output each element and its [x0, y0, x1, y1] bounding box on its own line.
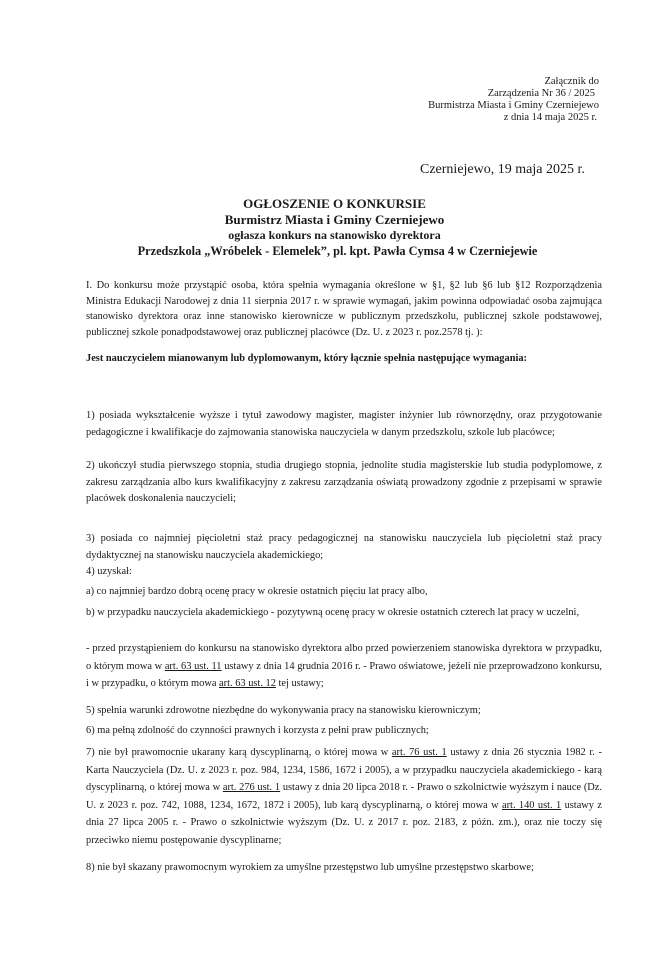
requirement-7-text: ustawy z dnia 26 stycznia 1982 r. - Karta Nauczyciela (Dz. U. z 2023 r. poz. 984, 1234, 1586, 1672 i 2005), a w przypadku nauczyciela akademickiego - karą dyscyplinarną, o której mowa w	[86, 747, 602, 793]
requirement-2: 2) ukończył studia pierwszego stopnia, studia drugiego stopnia, jednolite studia magisterskie lub studia podyplomowe, z zakresu zarządzania albo kurs kwalifikacyjny z zakresu zarządzania oświatą prowadzony zgodnie z przepisami w sprawie placówek doskonalenia nauczycieli;	[86, 460, 602, 504]
requirement-4c	[86, 640, 602, 693]
law-link[interactable]: art. 63 ust. 12	[219, 678, 276, 689]
requirement-7-text: 7) nie był prawomocnie ukarany karą dyscyplinarną, o której mowa w	[86, 747, 392, 758]
requirement-7-text: ustawy z dnia 20 lipca 2018 r. - Prawo o szkolnictwie wyższym i nauce (Dz. U. z 2023 r. poz. 742, 1088, 1234, 1672, 1872 i 2005), lub karą dyscyplinarną, o której mowa w	[86, 782, 603, 811]
intro-bold-line: Jest nauczycielem mianowanym lub dyplomowanym, który łącznie spełnia następujące wymagania:	[86, 353, 528, 364]
requirement-4c-text: ustawy z dnia 14 grudnia 2016 r. - Prawo oświatowe, jeżeli nie przeprowadzono konkursu, i w przypadku, o którym mowa	[86, 660, 603, 689]
attachment-line: Załącznik do	[544, 76, 599, 87]
law-link[interactable]: art. 276 ust. 1	[222, 782, 281, 793]
requirement-5: 5) spełnia warunki zdrowotne niezbędne do wykonywania pracy na stanowisku kierowniczym;	[86, 705, 481, 716]
intro-text: I. Do konkursu może przystąpić osoba, która spełnia wymagania określone w §1, §2 lub §6 lub §12 Rozporządzenia Ministra Edukacji Narodowej z dnia 11 sierpnia 2017 r. w sprawie wymagań, jakim powinna odpowiadać osoba zajmująca stanowisko dyrektora oraz inne stanowisko kierownicze w publicznym przedszkolu, publicznej szkole podstawowej, publicznej szkole ponadpodstawowej oraz publicznej placówce (Dz. U. z 2023 r. poz.2578 tj. ):	[86, 280, 602, 338]
requirement-4b: b) w przypadku nauczyciela akademickiego - pozytywną ocenę pracy w okresie ostatnich czterech lat pracy w uczelni,	[86, 607, 580, 618]
attachment-line: Zarządzenia Nr 36 / 2025	[487, 88, 595, 99]
requirement-4c-text: tej ustawy;	[275, 678, 324, 689]
announcement-subtitle: ogłasza konkurs na stanowisko dyrektora	[228, 228, 441, 242]
requirement-4a: a) co najmniej bardzo dobrą ocenę pracy w okresie ostatnich pięciu lat pracy albo,	[86, 586, 428, 597]
attachment-line: Burmistrza Miasta i Gminy Czerniejewo	[428, 100, 599, 111]
requirement-1: 1) posiada wykształcenie wyższe i tytuł zawodowy magister, magister inżynier lub równorzędny, oraz przygotowanie pedagogiczne i kwalifikacje do zajmowania stanowiska nauczyciela w danym przedszkolu, szkole lub placówce;	[86, 410, 602, 438]
announcement-subtitle: Burmistrz Miasta i Gminy Czerniejewo	[224, 212, 445, 227]
requirement-4: 4) uzyskał:	[86, 566, 132, 577]
attachment-line: z dnia 14 maja 2025 r.	[503, 112, 597, 123]
law-link[interactable]: art. 140 ust. 1	[501, 799, 562, 811]
law-link[interactable]: art. 76 ust. 1	[391, 747, 447, 758]
requirement-7-text: ustawy z dnia 27 lipca 2005 r. - Prawo o szkolnictwie wyższym (Dz. U. z 2017 r. poz. 2183, z późn. zm.), oraz nie toczy się przeciwko niemu postępowanie dyscyplinarne;	[86, 799, 602, 846]
law-link[interactable]: art. 63 ust. 11	[164, 660, 222, 672]
requirement-7	[86, 744, 602, 849]
requirement-4c-text: - przed przystąpieniem do konkursu na stanowisko dyrektora albo przed powierzeniem stanowiska dyrektora w przypadku, o którym mowa w	[86, 643, 602, 672]
announcement-title: OGŁOSZENIE O KONKURSIE	[243, 196, 426, 211]
requirement-8: 8) nie był skazany prawomocnym wyrokiem za umyślne przestępstwo lub umyślne przestępstwo skarbowe;	[86, 862, 534, 873]
announcement-subtitle: Przedszkola „Wróbelek - Elemelek”, pl. kpt. Pawła Cymsa 4 w Czerniejewie	[137, 244, 538, 258]
requirement-3: 3) posiada co najmniej pięcioletni staż pracy pedagogicznej na stanowisku nauczyciela lub pięcioletni staż pracy dydaktycznej na stanowisku nauczyciela akademickiego;	[86, 533, 602, 561]
requirement-6: 6) ma pełną zdolność do czynności prawnych i korzysta z pełni praw publicznych;	[86, 725, 429, 736]
intro-paragraph	[86, 278, 602, 340]
place-date: Czerniejewo, 19 maja 2025 r.	[420, 162, 585, 177]
